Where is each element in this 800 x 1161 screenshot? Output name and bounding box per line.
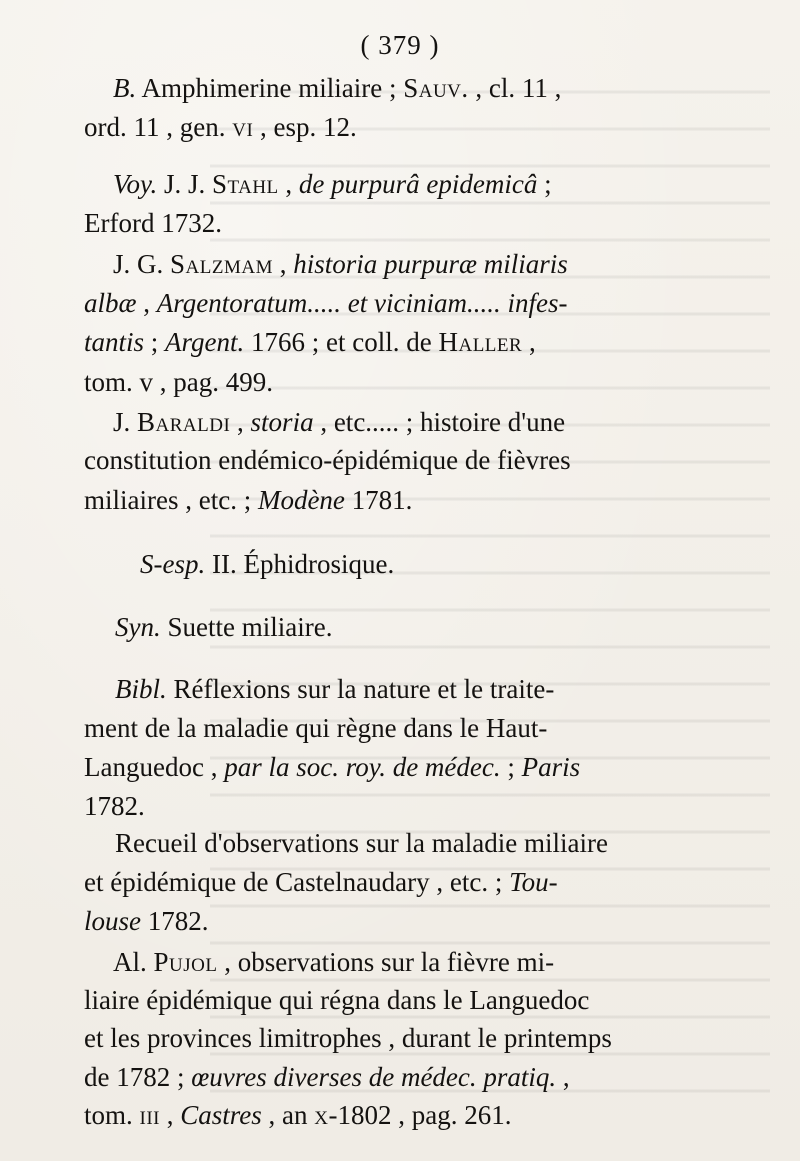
text-line (113, 946, 657, 978)
text-run: ; (144, 327, 166, 357)
italic-run: Castres (180, 1100, 262, 1130)
text-run: , (522, 327, 536, 357)
page-number: ( 379 ) (360, 30, 440, 60)
text-run: miliaires , etc. ; (84, 485, 258, 515)
text-run: ord. 11 , gen. (84, 112, 233, 142)
italic-run: B. (113, 73, 137, 103)
text-run: , cl. 11 , (468, 73, 562, 103)
text-run: , (160, 1100, 181, 1130)
small-caps-run: Stahl (212, 169, 279, 199)
text-run: 1781. (344, 485, 413, 515)
italic-run: Modène (257, 485, 345, 515)
text-line (115, 673, 655, 705)
text-run: , an (261, 1100, 315, 1130)
text-run: , (136, 288, 157, 318)
text-run: , observations sur la fièvre mi- (217, 947, 555, 977)
italic-run: Bibl. (115, 674, 167, 704)
text-run: J. G. (113, 249, 171, 279)
italic-run: Argentoratum..... et viciniam..... infes- (156, 288, 568, 318)
text-run: Recueil d'observations sur la maladie miliaire (115, 828, 608, 858)
text-run: J. J. (157, 169, 213, 199)
italic-run: louse (84, 906, 141, 936)
text-run: , esp. 12. (253, 112, 357, 142)
text-run: , (230, 407, 251, 437)
text-run: , (278, 169, 299, 199)
text-line (84, 326, 651, 358)
text-run: Suette miliaire. (160, 612, 333, 642)
text-run: constitution endémico-épidémique de fièvres (84, 445, 571, 475)
text-line (84, 111, 429, 143)
text-line (113, 72, 653, 104)
text-run: Al. (113, 947, 154, 977)
text-line (84, 207, 254, 239)
text-run: Réflexions sur la nature et le traite- (166, 674, 555, 704)
text-run: , etc..... ; histoire d'une (313, 407, 566, 437)
text-line (84, 1099, 631, 1131)
text-run: II. Éphidrosique. (205, 549, 395, 579)
italic-run: S-esp. (140, 549, 206, 579)
text-run: tom. v , pag. 499. (84, 367, 273, 397)
small-caps-run: Haller (438, 327, 523, 357)
text-run: ; (500, 752, 522, 782)
italic-run: par la soc. roy. de médec. (224, 752, 501, 782)
text-run: ; (537, 169, 552, 199)
italic-run: de purpurâ epidemicâ (298, 169, 538, 199)
italic-run: œuvres diverses de médec. pratiq. (191, 1062, 557, 1092)
italic-run: albæ (84, 288, 137, 318)
italic-run: Tou- (509, 867, 558, 897)
text-line (84, 287, 650, 319)
text-run: et les provinces limitrophes , durant le printemps (84, 1023, 612, 1053)
text-line (84, 444, 650, 476)
text-line (84, 712, 654, 744)
italic-run: Paris (521, 752, 581, 782)
text-run: J. (113, 407, 138, 437)
text-line (84, 866, 657, 898)
small-caps-run: x (314, 1100, 329, 1130)
text-run: Amphimerine miliaire ; (136, 73, 404, 103)
italic-run: historia purpuræ miliaris (293, 249, 568, 279)
text-run: ment de la maladie qui règne dans le Haut- (84, 713, 548, 743)
text-line (84, 751, 659, 783)
small-caps-run: Salzmam (170, 249, 273, 279)
text-run: , (272, 249, 294, 279)
text-run: Languedoc , (84, 752, 225, 782)
text-line (84, 790, 164, 822)
italic-run: Argent. (165, 327, 245, 357)
text-run: et épidémique de Castelnaudary , etc. ; (84, 867, 510, 897)
text-line (84, 984, 657, 1016)
text-line (84, 1061, 659, 1093)
text-run: 1766 ; et coll. de (244, 327, 439, 357)
text-run: Erford 1732. (84, 208, 222, 238)
text-run: tom. (84, 1100, 140, 1130)
text-run: liaire épidémique qui régna dans le Languedoc (84, 985, 590, 1015)
text-line (84, 1022, 658, 1054)
text-line (84, 366, 324, 398)
small-caps-run: Pujol (153, 947, 218, 977)
small-caps-run: Sauv. (403, 73, 469, 103)
text-run: -1802 , pag. 261. (328, 1100, 512, 1130)
text-run: de 1782 ; (84, 1062, 192, 1092)
text-line (113, 248, 651, 280)
small-caps-run: iii (139, 1100, 160, 1130)
italic-run: Syn. (115, 612, 161, 642)
text-run: 1782. (84, 791, 145, 821)
text-line (140, 548, 440, 580)
text-run: 1782. (141, 906, 209, 936)
italic-run: tantis (84, 327, 145, 357)
text-line (115, 827, 659, 859)
text-line (113, 168, 653, 200)
text-line (115, 611, 380, 643)
italic-run: Voy. (113, 169, 158, 199)
text-line (84, 484, 469, 516)
text-line (113, 406, 651, 438)
text-run: , (556, 1062, 570, 1092)
italic-run: storia (250, 407, 314, 437)
small-caps-run: vi (232, 112, 254, 142)
small-caps-run: Baraldi (137, 407, 231, 437)
text-line (84, 905, 244, 937)
